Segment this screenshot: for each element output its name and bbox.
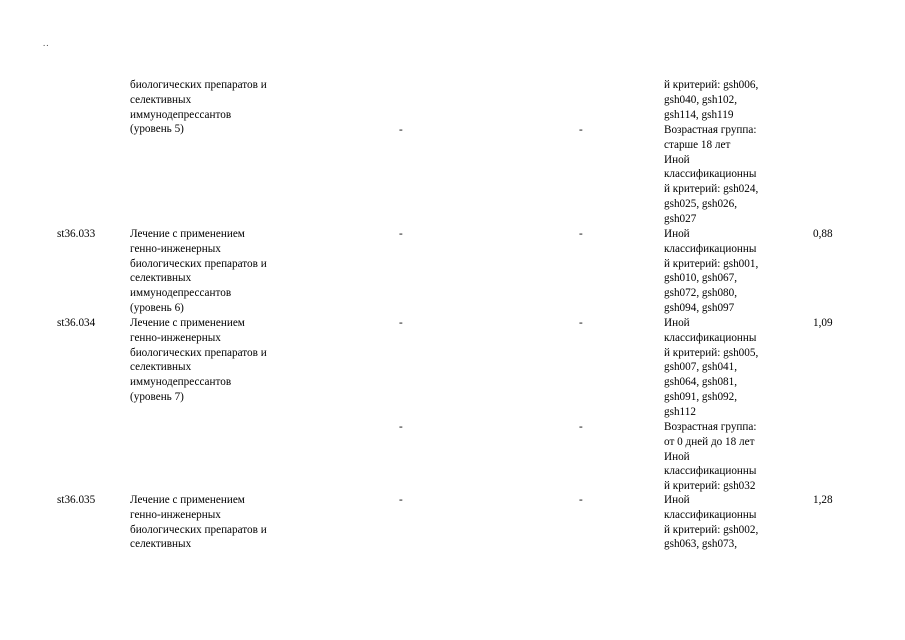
row-name-line: Лечение с применением [130, 317, 245, 329]
row-criteria-line: й критерий: gsh005, [664, 346, 759, 359]
row-name-line: генно-инженерных [130, 331, 221, 344]
row-criteria-line: gsh040, gsh102, [664, 93, 738, 106]
row-criteria-line: классификационны [664, 168, 757, 181]
row-name-line: биологических препаратов и [130, 523, 267, 536]
row-criteria-line: й критерий: gsh001, [664, 257, 759, 270]
row-criteria-line: й критерий: gsh032 [664, 480, 756, 493]
row-criteria-line: Иной [664, 153, 690, 166]
row-name-line: Лечение с применением [130, 228, 245, 240]
row-criteria-line: gsh112 [664, 405, 696, 418]
row-name [130, 316, 267, 405]
row-name-line: селективных [130, 93, 192, 106]
row-criteria-line: классификационны [664, 242, 757, 255]
row-criteria-line: й критерий: gsh002, [664, 523, 759, 536]
row-name-line: селективных [130, 272, 192, 285]
row-criteria-line: Возрастная группа: [664, 124, 757, 136]
row-criteria-line: gsh025, gsh026, [664, 197, 738, 210]
row-name [130, 227, 267, 316]
row-criteria-line: от 0 дней до 18 лет [664, 435, 755, 448]
row-criteria-line: gsh094, gsh097 [664, 301, 735, 314]
row-name-line: генно-инженерных [130, 508, 221, 521]
row-criteria-line: gsh010, gsh067, [664, 272, 738, 285]
row-name-line: иммунодепрессантов [130, 376, 232, 389]
row-criteria-line: Возрастная группа: [664, 421, 757, 433]
row-criteria-line: й критерий: gsh006, [664, 79, 759, 91]
row-criteria [664, 316, 758, 420]
row-name-line: (уровень 6) [130, 301, 184, 314]
row-dash-1: - [399, 421, 403, 433]
row-criteria-line: Иной [664, 450, 690, 463]
row-dash-1: - [399, 494, 403, 506]
row-criteria [664, 493, 758, 552]
row-name-line: биологических препаратов и [130, 346, 267, 359]
row-code: st36.034 [57, 317, 96, 329]
row-name-line: генно-инженерных [130, 242, 221, 255]
row-coefficient: 1,28 [813, 494, 833, 506]
row-criteria-line: й критерий: gsh024, [664, 183, 759, 196]
row-name-line: биологических препаратов и [130, 79, 267, 91]
row-name [130, 78, 267, 137]
row-criteria-line: классификационны [664, 331, 757, 344]
row-criteria [664, 78, 758, 122]
row-criteria-line: gsh091, gsh092, [664, 390, 738, 403]
row-criteria-line: Иной [664, 228, 690, 240]
row-criteria-line: Иной [664, 494, 690, 506]
row-name [130, 493, 267, 552]
row-criteria [664, 420, 756, 494]
row-criteria-line: gsh027 [664, 212, 697, 225]
row-dash-2: - [579, 317, 583, 329]
row-criteria-line: старше 18 лет [664, 138, 731, 151]
row-criteria-line: Иной [664, 317, 690, 329]
row-name-line: (уровень 7) [130, 390, 184, 403]
row-name-line: иммунодепрессантов [130, 108, 232, 121]
row-criteria-line: gsh114, gsh119 [664, 108, 734, 121]
row-criteria-line: gsh007, gsh041, [664, 361, 738, 374]
row-code: st36.033 [57, 228, 96, 240]
row-criteria-line: классификационны [664, 508, 757, 521]
row-name-line: биологических препаратов и [130, 257, 267, 270]
page-mark: .. [43, 38, 50, 48]
row-name-line: (уровень 5) [130, 123, 184, 136]
row-dash-1: - [399, 228, 403, 240]
row-criteria-line: gsh064, gsh081, [664, 376, 738, 389]
row-dash-1: - [399, 317, 403, 329]
row-criteria [664, 123, 758, 227]
row-dash-1: - [399, 124, 403, 136]
row-criteria [664, 227, 758, 316]
row-dash-2: - [579, 228, 583, 240]
row-dash-2: - [579, 124, 583, 136]
row-criteria-line: gsh063, gsh073, [664, 538, 738, 551]
row-name-line: Лечение с применением [130, 494, 245, 506]
row-criteria-line: gsh072, gsh080, [664, 287, 738, 300]
row-name-line: иммунодепрессантов [130, 287, 232, 300]
row-dash-2: - [579, 494, 583, 506]
row-criteria-line: классификационны [664, 465, 757, 478]
row-coefficient: 1,09 [813, 317, 833, 329]
row-code: st36.035 [57, 494, 96, 506]
row-dash-2: - [579, 421, 583, 433]
row-coefficient: 0,88 [813, 228, 833, 240]
row-name-line: селективных [130, 361, 192, 374]
row-name-line: селективных [130, 538, 192, 551]
